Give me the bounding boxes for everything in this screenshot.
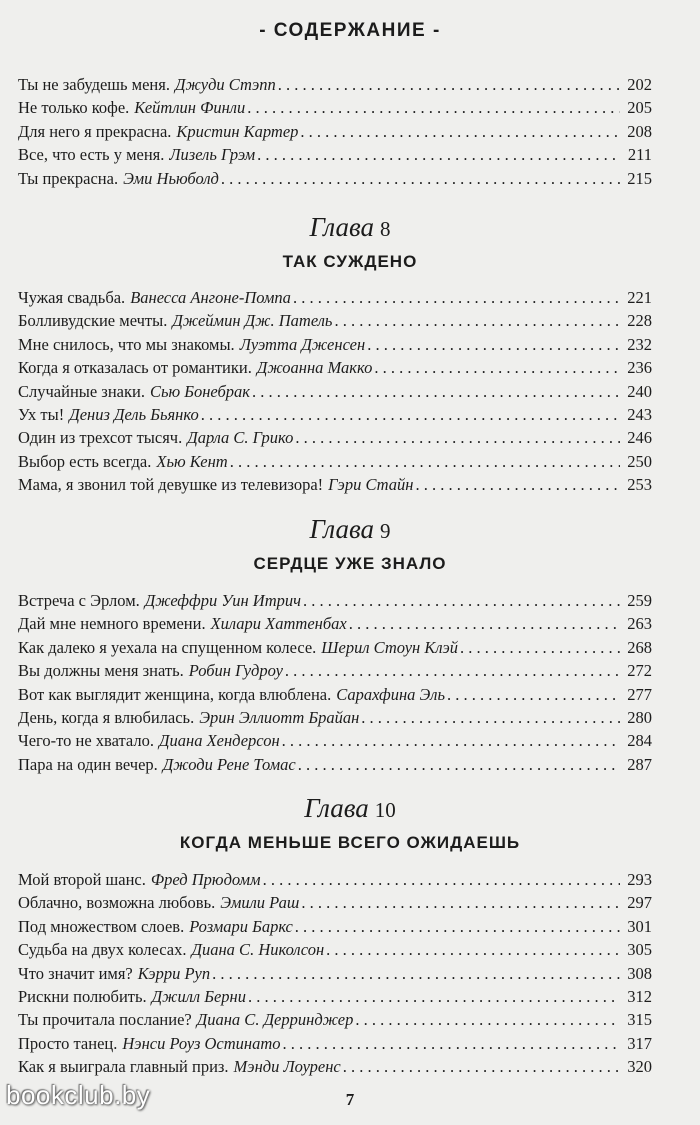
toc-entry [18, 167, 652, 190]
toc-entry [18, 985, 652, 1008]
chapter-number: 8 [380, 217, 391, 241]
toc-list-chapter-10 [18, 868, 652, 1079]
chapter-title: ТАК СУЖДЕНО [282, 252, 418, 271]
toc-list-chapter-9 [18, 589, 652, 776]
toc-entry [18, 729, 652, 752]
chapter-heading [0, 793, 700, 825]
chapter-title: СЕРДЦЕ УЖЕ ЗНАЛО [253, 554, 447, 573]
entry-title: Когда я отказалась от романтики. [18, 358, 252, 378]
leader-dots [252, 380, 620, 403]
leader-dots [247, 96, 620, 119]
leader-dots [295, 426, 620, 449]
entry-title: Один из трехсот тысяч. [18, 428, 183, 448]
toc-entry [18, 143, 652, 166]
entry-author: Сарахфина Эль [336, 684, 445, 704]
leader-dots [295, 915, 620, 938]
entry-title: Ты прекрасна. [18, 168, 119, 188]
entry-page: 320 [627, 1057, 652, 1077]
toc-entry [18, 309, 652, 332]
entry-author: Лизель Грэм [169, 145, 256, 165]
toc-entry [18, 356, 652, 379]
entry-author: Шерил Стоун Клэй [321, 637, 459, 657]
entry-author: Диана Хендерсон [159, 731, 280, 751]
leader-dots [263, 868, 620, 891]
entry-page: 287 [627, 754, 652, 774]
leader-dots [278, 73, 620, 96]
toc-entry [18, 120, 652, 143]
entry-page: 211 [627, 145, 652, 165]
leader-dots [283, 1032, 620, 1055]
entry-page: 221 [627, 288, 652, 307]
entry-author: Гэри Стайн [328, 475, 414, 495]
entry-page: 215 [627, 168, 652, 188]
leader-dots [460, 636, 620, 659]
entry-author: Робин Гудроу [188, 661, 283, 681]
entry-page: 268 [627, 637, 652, 657]
entry-page: 315 [627, 1010, 652, 1030]
entry-page: 205 [627, 98, 652, 118]
leader-dots [334, 309, 620, 332]
toc-entry [18, 659, 652, 682]
entry-page: 293 [627, 870, 652, 889]
leader-dots [248, 985, 620, 1008]
entry-page: 202 [627, 75, 652, 94]
toc-entry [18, 683, 652, 706]
toc-entry [18, 706, 652, 729]
entry-title: Мой второй шанс. [18, 870, 146, 889]
leader-dots [257, 143, 620, 166]
entry-title: Чего-то не хватало. [18, 731, 155, 751]
toc-entry [18, 636, 652, 659]
leader-dots [303, 589, 620, 612]
entry-page: 236 [627, 358, 652, 378]
leader-dots [230, 450, 620, 473]
entry-title: Судьба на двух колесах. [18, 940, 187, 960]
entry-author: Сью Бонебрак [149, 381, 251, 401]
entry-page: 308 [627, 963, 652, 983]
site-watermark: bookclub.by [6, 1080, 151, 1110]
toc-entry [18, 96, 652, 119]
toc-entry [18, 286, 652, 309]
entry-title: Болливудские мечты. [18, 311, 168, 331]
entry-author: Мэнди Лоуренс [233, 1057, 341, 1077]
entry-author: Кейтлин Финли [134, 98, 246, 118]
entry-author: Джеймин Дж. Патель [172, 311, 333, 331]
toc-list-chapter-8 [18, 286, 652, 497]
toc-entry [18, 450, 652, 473]
entry-author: Эмили Раш [220, 893, 300, 913]
toc-entry [18, 1032, 652, 1055]
leader-dots [415, 473, 620, 496]
chapter-word: Глава [309, 212, 375, 242]
toc-entry [18, 333, 652, 356]
entry-page: 284 [627, 731, 652, 751]
entry-page: 297 [627, 893, 652, 913]
toc-entry [18, 612, 652, 635]
entry-author: Диана С. Дерринджер [196, 1010, 354, 1030]
entry-page: 243 [627, 404, 652, 424]
toc-entry [18, 426, 652, 449]
page-number: 7 [345, 1090, 355, 1109]
entry-title: Облачно, возможна любовь. [18, 893, 216, 913]
entry-title: Как я выиграла главный приз. [18, 1057, 229, 1077]
entry-author: Диана С. Николсон [191, 940, 325, 960]
entry-title: Чужая свадьба. [18, 288, 126, 307]
entry-author: Джуди Стэпп [174, 75, 276, 94]
entry-title: Ты не забудешь меня. [18, 75, 170, 94]
entry-title: Мне снилось, что мы знакомы. [18, 334, 235, 354]
entry-title: Дай мне немного времени. [18, 614, 206, 634]
toc-entry [18, 753, 652, 776]
entry-author: Дарла С. Грико [187, 428, 294, 448]
toc-entry [18, 962, 652, 985]
leader-dots [300, 120, 620, 143]
entry-author: Дениз Дель Бьянко [69, 404, 199, 424]
toc-entry [18, 73, 652, 96]
entry-author: Кристин Картер [176, 121, 299, 141]
leader-dots [447, 683, 620, 706]
chapter-word: Глава [304, 793, 369, 823]
entry-page: 263 [627, 614, 652, 634]
entry-title: Для него я прекрасна. [18, 121, 172, 141]
entry-page: 305 [627, 940, 652, 960]
leader-dots [343, 1055, 620, 1078]
entry-title: Ух ты! [18, 404, 65, 424]
chapter-number: 9 [380, 519, 391, 543]
entry-title: Пара на один вечер. [18, 754, 158, 774]
entry-author: Розмари Баркс [189, 916, 293, 936]
entry-author: Джеффри Уин Итрич [144, 591, 301, 610]
entry-author: Луэтта Дженсен [239, 334, 366, 354]
toc-entry [18, 938, 652, 961]
entry-page: 280 [627, 707, 652, 727]
entry-title: Не только кофе. [18, 98, 130, 118]
entry-page: 250 [627, 451, 652, 471]
entry-title: Вот как выглядит женщина, когда влюблена. [18, 684, 332, 704]
chapter-title: КОГДА МЕНЬШЕ ВСЕГО ОЖИДАЕШЬ [179, 833, 521, 852]
entry-title: Все, что есть у меня. [18, 145, 165, 165]
leader-dots [355, 1008, 620, 1031]
entry-page: 277 [627, 684, 652, 704]
entry-page: 240 [627, 381, 652, 401]
toc-list-top [18, 73, 652, 190]
entry-page: 253 [627, 475, 652, 495]
entry-title: Что значит имя? [18, 963, 133, 983]
chapter-heading [0, 212, 700, 244]
contents-header: - СОДЕРЖАНИЕ - [259, 20, 441, 41]
entry-author: Фред Прюдомм [150, 870, 261, 889]
entry-author: Кэрри Руп [137, 963, 211, 983]
entry-page: 228 [627, 311, 652, 331]
toc-entry [18, 868, 652, 891]
toc-entry [18, 589, 652, 612]
entry-page: 246 [627, 428, 652, 448]
entry-title: Мама, я звонил той девушке из телевизора! [18, 475, 324, 495]
toc-entry [18, 403, 652, 426]
entry-title: Под множеством слоев. [18, 916, 185, 936]
leader-dots [282, 729, 620, 752]
leader-dots [298, 753, 620, 776]
entry-title: Вы должны меня знать. [18, 661, 184, 681]
entry-title: Встреча с Эрлом. [18, 591, 140, 610]
entry-page: 272 [627, 661, 652, 681]
leader-dots [201, 403, 620, 426]
leader-dots [285, 659, 620, 682]
toc-entry [18, 1055, 652, 1078]
entry-author: Хилари Хаттенбах [210, 614, 347, 634]
leader-dots [293, 286, 620, 309]
leader-dots [367, 333, 620, 356]
chapter-word: Глава [309, 514, 375, 544]
entry-title: Ты прочитала послание? [18, 1010, 192, 1030]
entry-title: Случайные знаки. [18, 381, 145, 401]
toc-entry [18, 1008, 652, 1031]
entry-title: День, когда я влюбилась. [18, 707, 195, 727]
entry-title: Выбор есть всегда. [18, 451, 152, 471]
toc-entry [18, 891, 652, 914]
entry-author: Джилл Берни [151, 986, 246, 1006]
entry-page: 312 [627, 986, 652, 1006]
leader-dots [374, 356, 620, 379]
entry-author: Нэнси Роуз Остинато [122, 1033, 281, 1053]
leader-dots [221, 167, 620, 190]
leader-dots [361, 706, 620, 729]
entry-page: 317 [627, 1033, 652, 1053]
entry-author: Эрин Эллиотт Брайан [199, 707, 360, 727]
entry-author: Джоанна Макко [256, 358, 373, 378]
toc-entry [18, 473, 652, 496]
entry-page: 208 [627, 121, 652, 141]
entry-page: 232 [627, 334, 652, 354]
leader-dots [349, 612, 620, 635]
entry-page: 301 [627, 916, 652, 936]
leader-dots [212, 962, 620, 985]
entry-author: Хью Кент [156, 451, 228, 471]
entry-author: Джоди Рене Томас [162, 754, 296, 774]
chapter-heading [0, 514, 700, 546]
entry-page: 259 [627, 591, 652, 610]
toc-entry [18, 915, 652, 938]
entry-title: Рискни полюбить. [18, 986, 147, 1006]
entry-author: Эми Ньюболд [123, 168, 219, 188]
entry-author: Ванесса Ангоне-Помпа [130, 288, 291, 307]
leader-dots [326, 938, 620, 961]
entry-title: Просто танец. [18, 1033, 118, 1053]
entry-title: Как далеко я уехала на спущенном колесе. [18, 637, 317, 657]
toc-entry [18, 380, 652, 403]
leader-dots [301, 891, 620, 914]
chapter-number: 10 [374, 798, 396, 822]
